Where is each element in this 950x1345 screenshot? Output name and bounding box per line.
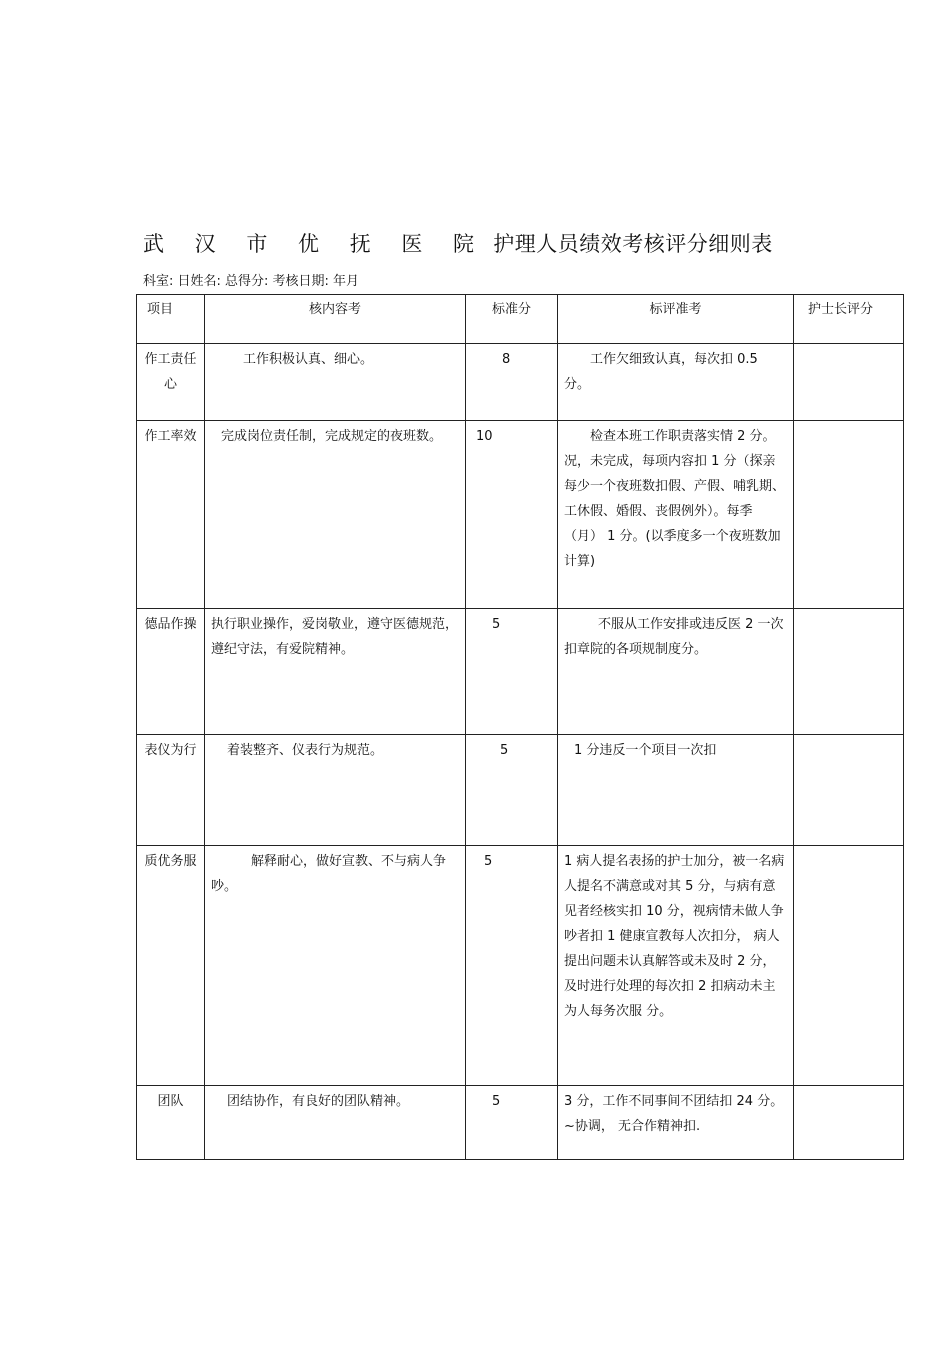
item-cell: 德品作操 (137, 609, 205, 735)
content-cell: 团结协作，有良好的团队精神。 (205, 1086, 466, 1160)
score-cell: 5 (466, 846, 558, 1086)
head-nurse-cell (794, 609, 904, 735)
content-cell: 着装整齐、仪表行为规范。 (205, 735, 466, 846)
criteria-cell: 检查本班工作职责落实情 2 分。况，未完成，每项内容扣 1 分（探亲每少一个夜班数扣假、产假、哺乳期、工休假、婚假、丧假例外）。每季（月） 1 分。(以季度多一个夜班数加计算) (558, 421, 794, 609)
item-cell: 质优务服 (137, 846, 205, 1086)
criteria-cell: 不服从工作安排或违反医 2 一次扣章院的各项规制度分。 (558, 609, 794, 735)
content-cell: 完成岗位责任制，完成规定的夜班数。 (205, 421, 466, 609)
score-cell: 5 (466, 1086, 558, 1160)
criteria-cell: 1 病人提名表扬的护士加分，被一名病人提名不满意或对其 5 分，与病有意见者经核实扣 10 分，视病情未做人争吵者扣 1 健康宣教每人次扣分， 病人提出问题未认真解答或未及时 2 分，及时进行处理的每次扣 2 扣病动未主为人每务次服 分。 (558, 846, 794, 1086)
item-cell: 作工责任心 (137, 344, 205, 421)
header-criteria: 标评准考 (558, 295, 794, 344)
header-row (137, 295, 904, 344)
table-row (137, 1086, 904, 1160)
head-nurse-cell (794, 421, 904, 609)
criteria-cell: 工作欠细致认真，每次扣 0.5 分。 (558, 344, 794, 421)
header-standard-score: 标准分 (466, 295, 558, 344)
content-cell: 执行职业操作，爱岗敬业，遵守医德规范，遵纪守法，有爱院精神。 (205, 609, 466, 735)
criteria-cell: 1 分违反一个项目一次扣 (558, 735, 794, 846)
table-row (137, 846, 904, 1086)
assessment-table (136, 294, 904, 1160)
score-cell: 5 (466, 609, 558, 735)
score-cell: 5 (466, 735, 558, 846)
criteria-cell: 3 分，工作不同事间不团结扣 24 分。~协调， 无合作精神扣. (558, 1086, 794, 1160)
title-hospital-name: 武 汉 市 优 抚 医 院 (143, 232, 487, 256)
document-title (143, 228, 773, 258)
item-cell: 作工率效 (137, 421, 205, 609)
table-row (137, 609, 904, 735)
head-nurse-cell (794, 846, 904, 1086)
title-form-name: 护理人员绩效考核评分细则表 (493, 232, 773, 256)
head-nurse-cell (794, 344, 904, 421)
head-nurse-cell (794, 1086, 904, 1160)
score-cell: 8 (466, 344, 558, 421)
score-cell: 10 (466, 421, 558, 609)
item-cell: 团队 (137, 1086, 205, 1160)
table-row (137, 421, 904, 609)
item-cell: 表仪为行 (137, 735, 205, 846)
content-cell: 解释耐心，做好宣教、不与病人争吵。 (205, 846, 466, 1086)
content-cell: 工作积极认真、细心。 (205, 344, 466, 421)
head-nurse-cell (794, 735, 904, 846)
header-content: 核内容考 (205, 295, 466, 344)
header-item: 项目 (137, 295, 205, 344)
table-row (137, 735, 904, 846)
meta-line: 科室: 日姓名: 总得分: 考核日期: 年月 (143, 274, 360, 289)
header-head-nurse-score: 护士长评分 (794, 295, 904, 344)
table-row (137, 344, 904, 421)
